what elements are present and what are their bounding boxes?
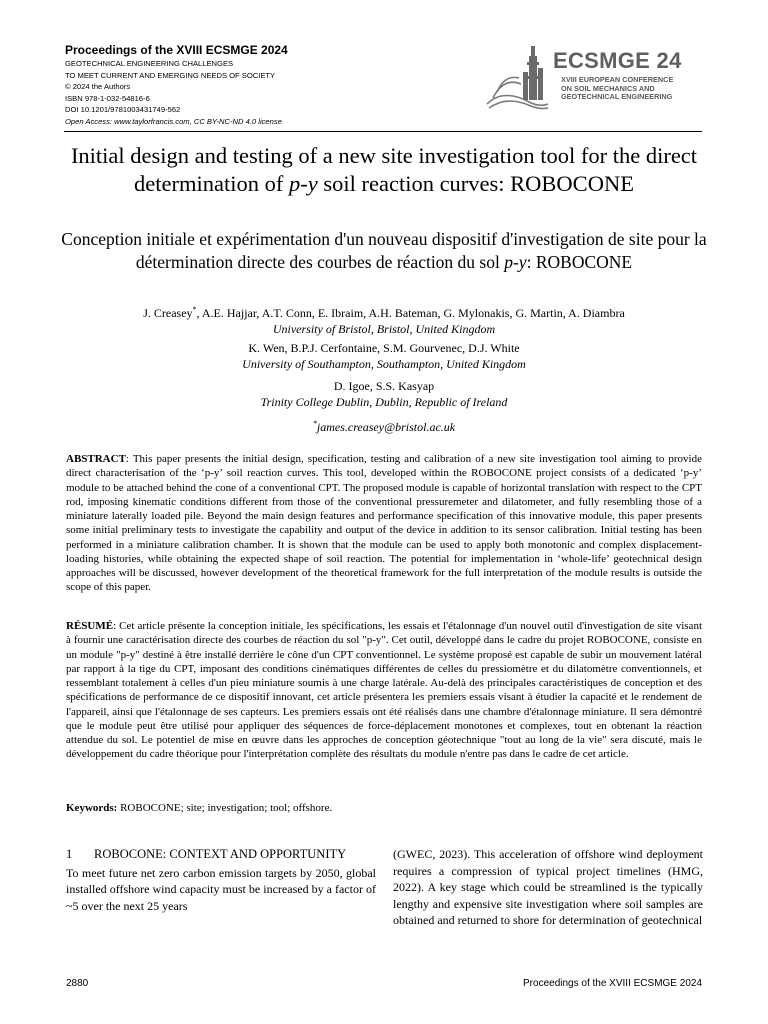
abstract-label: ABSTRACT	[66, 453, 126, 465]
author-list: K. Wen, B.P.J. Cerfontaine, S.M. Gourvenec, D.J. White	[248, 341, 520, 355]
abstract-text: : This paper presents the initial design, specification, testing and calibration of a new site investigation tool aiming to provide direct characterisation of the ‘p-y’ soil reaction curves. This tool, developed within the ROBOCONE project consists of a dedicated ‘p-y’ module to be attached behind the cone of a conventional CPT. The proposed module is capable of horizontal translation with respect to the CPT rod, imposing kinematic conditions different from those of the conventional pressuremeter and dilatometer, and fully resembling those of a miniature laterally loaded pile. Beyond the main design features and performance specification of this innovative module, this paper presents some initial preliminary tests to investigate the capability and output of the device in addition to its sensor calibration. Initial testing has been performed in a miniature calibration chamber. It is shown that the module can be used to apply both monotonic and complex displacement-loading histories, while obtaining the expected shape of soil reaction. The potential for implementation in ‘whole-life’ geotechnical design approaches will be discussed, however development of the theoretical framework for the full interpretation of the module results is outside the scope of this paper.	[66, 453, 702, 594]
author-group-bristol	[60, 302, 708, 337]
doi-line: DOI 10.1201/9781003431749-562	[65, 105, 181, 115]
body-column-right	[393, 846, 703, 929]
affiliation: Trinity College Dublin, Dublin, Republic of Ireland	[260, 395, 508, 409]
header-line: GEOTECHNICAL ENGINEERING CHALLENGES	[65, 59, 234, 68]
keywords-text: ROBOCONE; site; investigation; tool; offshore.	[117, 802, 333, 814]
lighthouse-logo-icon	[485, 42, 549, 112]
body-paragraph: To meet future net zero carbon emission targets by 2050, global installed offshore wind capacity must be increased by a factor of ~5 over the next 25 years	[66, 865, 376, 913]
paper-title-french: Conception initiale et expérimentation d'un nouveau dispositif d'investigation de site pour la détermination directe des courbes de réaction du sol p-y: ROBOCONE	[61, 229, 707, 272]
copyright-line: © 2024 the Authors	[65, 82, 131, 92]
proceedings-title: Proceedings of the XVIII ECSMGE 2024	[65, 43, 288, 57]
body-column-left	[66, 846, 376, 914]
section-heading	[66, 846, 376, 863]
resume-label: RÉSUMÉ	[66, 620, 114, 632]
keywords	[66, 802, 702, 814]
logo-subtitle: XVIII EUROPEAN CONFERENCE ON SOIL MECHANICS AND GEOTECHNICAL ENGINEERING	[561, 75, 674, 102]
section-title: ROBOCONE: CONTEXT AND OPPORTUNITY	[94, 847, 347, 861]
author-list: J. Creasey*, A.E. Hajjar, A.T. Conn, E. Ibraim, A.H. Bateman, G. Mylonakis, G. Martin, A. Diambra	[143, 305, 625, 320]
paper-title: Initial design and testing of a new site investigation tool for the direct determination of p-y soil reaction curves: ROBOCONE	[70, 143, 698, 196]
body-paragraph: (GWEC, 2023). This acceleration of offshore wind deployment requires a compression of typical project timelines (HMG, 2022). A key stage which could be streamlined is the typically lengthy and expensive site investigation where soil samples are obtained and returned to shore for determination of geotechnical	[393, 847, 703, 928]
affiliation: University of Southampton, Southampton, United Kingdom	[242, 357, 526, 371]
author-list: D. Igoe, S.S. Kasyap	[333, 379, 435, 393]
abstract	[66, 452, 702, 595]
corresponding-email: *james.creasey@bristol.ac.uk	[312, 419, 456, 434]
page-number: 2880	[66, 978, 89, 989]
keywords-label: Keywords:	[66, 802, 118, 814]
section-number: 1	[66, 847, 73, 861]
logo-name: ECSMGE 24	[553, 48, 682, 73]
isbn-line: ISBN 978-1-032-54816-6	[65, 93, 150, 103]
conference-logo	[485, 42, 707, 112]
header-line: TO MEET CURRENT AND EMERGING NEEDS OF SOCIETY	[65, 70, 276, 80]
author-group-southampton	[60, 340, 708, 372]
header-divider	[64, 131, 702, 132]
resume	[66, 619, 702, 762]
author-group-dublin	[60, 378, 708, 410]
footer-proceedings: Proceedings of the XVIII ECSMGE 2024	[523, 978, 702, 989]
affiliation: University of Bristol, Bristol, United Kingdom	[272, 322, 496, 336]
resume-text: : Cet article présente la conception initiale, les spécifications, les essais et l'étalonnage d'un nouvel outil d'investigation de site visant à fournir une caractérisation directe des courbes de réaction du sol "p-y". Cet outil, développé dans le cadre du projet ROBOCONE, consiste en un module "p-y" destiné à être installé derrière le cône d'un CPT conventionnel. Le système proposé est capable de subir un mouvement latéral par rapport à la tige du CPT, imposant des conditions cinématiques différentes de celles du pressiomètre et du dilatomètre conventionnels, et ressemblant totalement à celles d'un pieu miniature soumis à une charge latérale. Au-delà des principales caractéristiques de conception et des spécifications de performance de ce dispositif innovant, cet article présentera les premiers essais visant à étudier la capacité et le rendement de l'appareil, ainsi que l'étalonnage de ses capteurs. Les premiers essais ont été réalisés dans une chambre d'étalonnage miniature. Il sera démontré que le module peut être utilisé pour appliquer des séquences de force-déplacement monotones et complexes, tout en obtenant la réaction attendue du sol. Le potentiel de mise en œuvre dans les approches de conception géotechnique "tout au long de la vie" sera discuté, mais le développement du cadre théorique pour l'interprétation complète des résultats du module n'entre pas dans le cadre de cet article.	[66, 620, 702, 761]
proceedings-header	[65, 43, 365, 128]
email-link[interactable]: james.creasey@bristol.ac.uk	[316, 420, 456, 434]
open-access-line: Open Access: www.taylorfrancis.com, CC BY-NC-ND 4.0 license	[65, 116, 282, 126]
